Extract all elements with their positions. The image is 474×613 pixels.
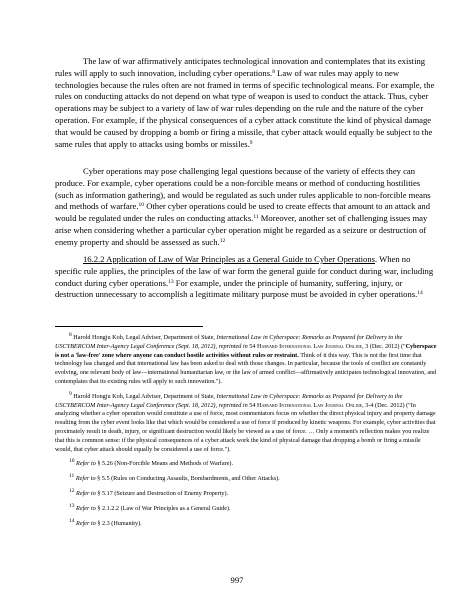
paragraph-section-16-2-2	[55, 254, 435, 301]
p3-text-a: . When no specific rule applies, the principles of the law of war form the general guide for conduct during war, including conduct during cyber operations.	[55, 254, 434, 288]
footnote-ref-14[interactable]: 14	[417, 290, 423, 297]
footnote-12-text: § 5.17 (Seizure and Destruction of Enemy Property).	[97, 489, 229, 497]
footnote-14-text: § 2.3 (Humanity).	[97, 519, 142, 527]
section-heading-16-2-2: 16.2.2 Application of Law of War Principles as a General Guide to Cyber Operations	[83, 254, 375, 264]
footnote-12	[55, 487, 437, 499]
footnote-number-12: 12	[69, 487, 75, 494]
footnote-ref-12[interactable]: 12	[219, 237, 226, 244]
footnote-number-10: 10	[69, 458, 75, 465]
footnote-9-text-a: Harold Hongju Koh, Legal Adviser, Department of State,	[73, 392, 215, 400]
footnote-13-refer: Refer to	[76, 504, 96, 512]
paragraph-legal-questions	[55, 166, 435, 249]
footnote-9-text-e: , 3-4 (Dec. 2012) ("In analyzing whether a cyber operation would constitute a use of force, most commentators focus on whether the direct physical injury and property damage resulting from the cyber event looks like that which would be considered a use of force if produced by kinetic weapons. For example, cyber activities that proximately result in death, injury, or significant destruction would likely be viewed as a use of force. … Only a moment's reflection makes you realize that this is common sense: if the physical consequences of a cyber attack work the kind of physical damage that dropping a bomb or firing a missile would, that cyber attack should equally be considered a use of force.").	[55, 401, 436, 453]
p3-text-b: For example, under the principle of humanity, suffering, injury, or destruction unnecessary to accomplish a legitimate military purpose must be avoided in cyber operations.	[55, 277, 418, 300]
footnote-number-11: 11	[69, 473, 75, 480]
p2-text-b: Other cyber operations could be used to create effects that amount to an attack and would be regulated under the rules on conducting attacks.	[55, 201, 430, 224]
footnote-8-title: International Law in Cyberspace: Remarks as Prepared for Delivery to the USCYBERCOM Inter-Agency Legal Conference (Sept. 18, 2012), reprinted in	[55, 334, 403, 350]
footnote-13-text: § 2.1.2.2 (Law of War Principles as a General Guide).	[97, 504, 231, 512]
paragraph-cyber-innovation	[55, 56, 435, 150]
footnote-9	[55, 390, 437, 455]
p1-text-a: The law of war affirmatively anticipates technological innovation and contemplates that its existing rules will apply to such innovation, including cyber operations.	[55, 56, 426, 78]
footnote-9-volume: 54	[249, 401, 256, 409]
footnote-8-text-a: Harold Hongju Koh, Legal Adviser, Department of State,	[73, 334, 215, 341]
footnotes	[55, 334, 437, 534]
p2-text-c: Moreover, another set of challenging issues may arise when considering whether a particular cyber operation might be regarded as a seizure or destruction of enemy property and should be assessed as such.	[55, 213, 428, 247]
footnote-ref-11[interactable]: 11	[253, 214, 259, 221]
footnote-ref-13[interactable]: 13	[168, 278, 174, 285]
footnote-10-text: § 5.26 (Non-Forcible Means and Methods of Warfare).	[97, 460, 234, 468]
footnote-11-text: § 5.5 (Rules on Conducting Assaults, Bombardments, and Other Attacks).	[97, 475, 280, 483]
footnote-14-refer: Refer to	[76, 519, 96, 527]
p1-text-b: Law of war rules may apply to new technologies because the rules often are not framed in terms of specific technological means. For example, the rules on conducting attacks do not depend on what type of weapon is used to conduct the attack. Thus, cyber operations may be subject to a variety of law of war rules depending on the rule and the nature of the cyber operation. For example, if the physical consequences of a cyber attack constitute the kind of physical damage that would be caused by dropping a bomb or firing a missile, that cyber attack would equally be subject to the same rules that apply to attacks using bombs or missiles.	[55, 67, 435, 149]
footnote-9-journal: Harvard International Law Journal Online	[257, 401, 363, 409]
footnote-8-text-e: , 3 (Dec. 2012) ("	[362, 342, 406, 350]
footnote-ref-9[interactable]: 9	[249, 139, 253, 146]
footnote-number-9: 9	[69, 390, 72, 397]
p2-text-a: Cyber operations may pose challenging legal questions because of the variety of effects they can produce. For example, cyber operations could be a non-forcible means or method of conducting hostilities (such as information gathering), and would be regulated as such under rules applicable to non-forcible means and methods of warfare.	[55, 166, 431, 212]
footnote-8-volume: 54	[249, 342, 256, 350]
page-number: 997	[230, 575, 244, 585]
footnote-8	[55, 334, 437, 387]
footnote-ref-10[interactable]: 10	[138, 202, 145, 209]
footnote-number-8: 8	[69, 332, 72, 338]
footnote-divider	[55, 326, 203, 327]
footnote-number-14: 14	[69, 517, 75, 524]
footnote-13	[55, 502, 437, 514]
footnote-9-title: International Law in Cyberspace: Remarks as Prepared for Delivery to the USCYBERCOM Inter-Agency Legal Conference (Sept. 18, 2012), reprinted in	[55, 392, 403, 409]
footnote-8-bold: Cyberspace is not a 'law-free' zone where anyone can conduct hostile activities without rules or restraint.	[55, 342, 437, 359]
footnote-11	[55, 475, 437, 484]
footnote-ref-8[interactable]: 8	[272, 68, 275, 75]
footnote-number-13: 13	[69, 502, 75, 509]
footnote-10-refer: Refer to	[76, 460, 96, 468]
footnote-11-refer: Refer to	[75, 475, 96, 483]
footnote-8-journal: Harvard International Law Journal Online	[257, 342, 363, 350]
footnote-8-text-g: Think of it this way. This is not the first time that technology has changed and that international law has been asked to deal with those changes. In particular, because the tools of conflict are constantly evolving, one relevant body of law—international humanitarian law, or the law of armed conflict—affirmatively anticipates technological innovation, and contemplates that its existing rules will apply to such innovation.").	[55, 351, 437, 385]
footnote-10	[55, 460, 437, 469]
footnote-14	[55, 517, 437, 529]
footnote-12-refer: Refer to	[76, 489, 96, 497]
